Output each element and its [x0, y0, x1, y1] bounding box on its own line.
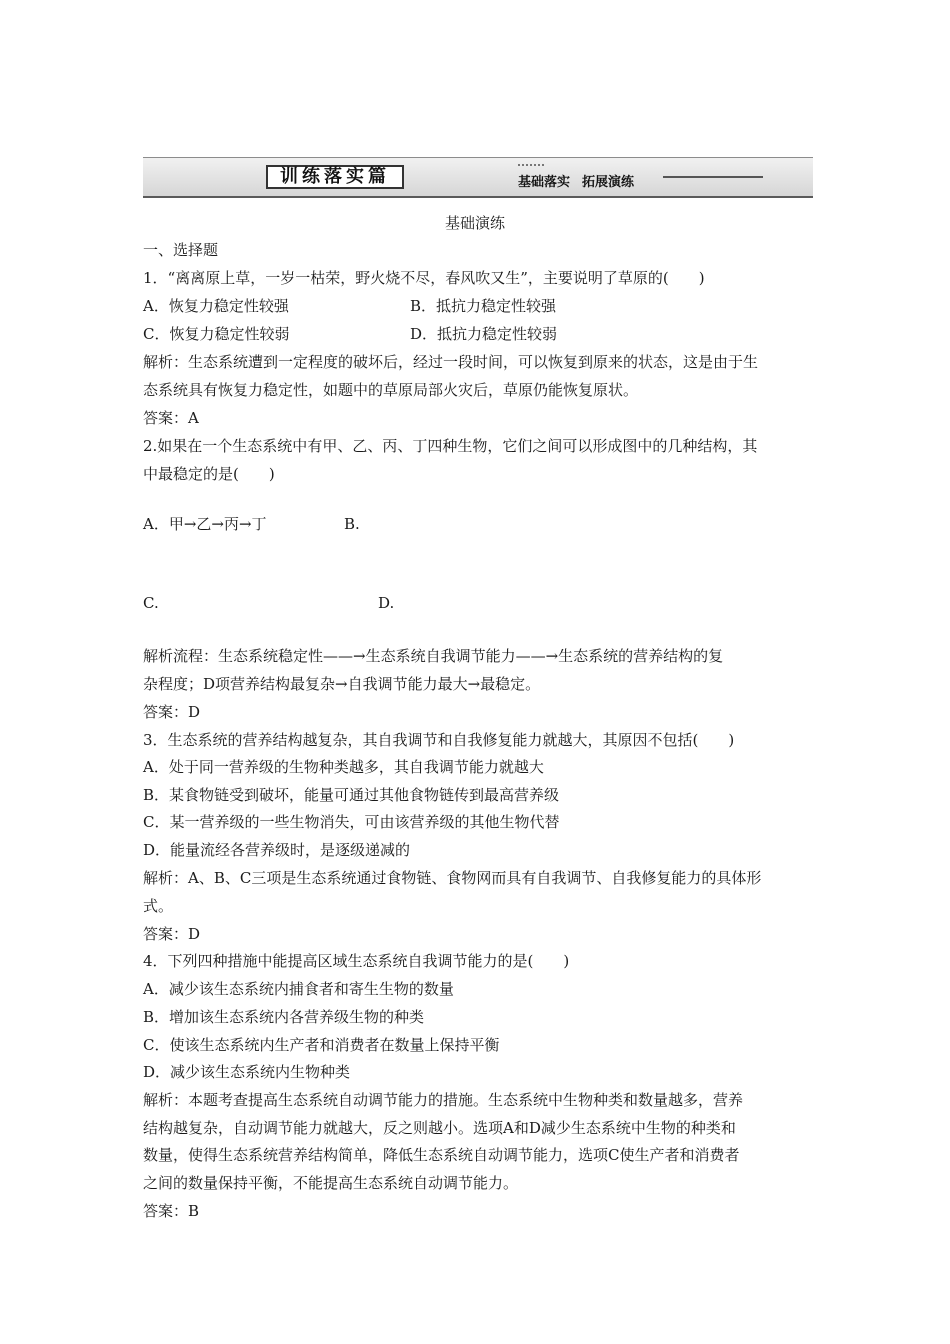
- banner-sub-right: 拓展演练: [582, 175, 635, 190]
- section-banner: [143, 157, 813, 198]
- q1-analysis-line-1: 解析：生态系统遭到一定程度的破坏后，经过一段时间，可以恢复到原来的状态，这是由于生: [143, 353, 759, 371]
- q4-analysis-line-4: 之间的数量保持平衡，不能提高生态系统自动调节能力。: [143, 1174, 519, 1192]
- q1-option-a: A．恢复力稳定性较强: [143, 297, 289, 315]
- q4-option-a: A．减少该生态系统内捕食者和寄生生物的数量: [143, 980, 454, 998]
- banner-dots-decoration: [518, 164, 544, 168]
- q3-option-d: D．能量流经各营养级时，是逐级递减的: [143, 841, 411, 859]
- q3-analysis-line-1: 解析：A、B、C三项是生态系统通过食物链、食物网而具有自我调节、自我修复能力的具体形: [143, 869, 762, 887]
- q4-analysis-line-1: 解析：本题考查提高生态系统自动调节能力的措施。生态系统中生物种类和数量越多，营养: [143, 1091, 744, 1109]
- q3-answer: 答案：D: [143, 925, 201, 943]
- q2-option-c: C.: [143, 594, 159, 612]
- q2-option-b: B.: [344, 515, 360, 533]
- q4-analysis-line-2: 结构越复杂，自动调节能力就越大，反之则越小。选项A和D减少生态系统中生物的种类和: [143, 1119, 736, 1137]
- q3-analysis-line-2: 式。: [143, 897, 174, 915]
- q3-stem: 3．生态系统的营养结构越复杂，其自我调节和自我修复能力就越大，其原因不包括( ): [143, 731, 735, 749]
- q2-stem-line-1: 2.如果在一个生态系统中有甲、乙、丙、丁四种生物，它们之间可以形成图中的几种结构，其: [143, 437, 758, 455]
- q3-option-a: A．处于同一营养级的生物种类越多，其自我调节能力就越大: [143, 758, 544, 776]
- q2-options-row-2: [143, 593, 813, 613]
- q2-analysis-line-1: 解析流程：生态系统稳定性——→生态系统自我调节能力——→生态系统的营养结构的复: [143, 647, 724, 665]
- banner-subtitle: [518, 171, 634, 190]
- banner-label: 训练落实篇: [266, 165, 404, 189]
- q2-options-row-1: [143, 514, 813, 534]
- q2-answer: 答案：D: [143, 703, 201, 721]
- q4-analysis-line-3: 数量，使得生态系统营养结构简单，降低生态系统自动调节能力，选项C使生产者和消费者: [143, 1146, 740, 1164]
- q1-option-b: B．抵抗力稳定性较强: [410, 297, 557, 315]
- q1-stem: 1．“离离原上草，一岁一枯荣，野火烧不尽，春风吹又生”，主要说明了草原的( ): [143, 269, 705, 287]
- section-title: 基础演练: [444, 214, 505, 232]
- q2-analysis-line-2: 杂程度；D项营养结构最复杂→自我调节能力最大→最稳定。: [143, 675, 541, 693]
- q2-option-d: D.: [378, 594, 395, 612]
- banner-sub-left: 基础落实: [518, 175, 571, 190]
- q3-option-c: C．某一营养级的一些生物消失，可由该营养级的其他生物代替: [143, 813, 560, 831]
- q1-option-d: D．抵抗力稳定性较弱: [410, 325, 558, 343]
- q2-option-a: A．甲→乙→丙→丁: [143, 515, 267, 533]
- q1-options-row-2: [143, 324, 813, 344]
- q4-option-d: D．减少该生态系统内生物种类: [143, 1063, 351, 1081]
- q2-stem-line-2: 中最稳定的是( ): [143, 465, 275, 483]
- banner-underline-decoration: [663, 176, 763, 178]
- q1-option-c: C．恢复力稳定性较弱: [143, 325, 290, 343]
- q1-analysis-line-2: 态系统具有恢复力稳定性，如题中的草原局部火灾后，草原仍能恢复原状。: [143, 381, 639, 399]
- q1-answer: 答案：A: [143, 409, 199, 427]
- q1-options-row-1: [143, 296, 813, 316]
- part-heading: 一、选择题: [143, 241, 219, 259]
- q3-option-b: B．某食物链受到破坏，能量可通过其他食物链传到最高营养级: [143, 786, 560, 804]
- q4-stem: 4．下列四种措施中能提高区域生态系统自我调节能力的是( ): [143, 952, 570, 970]
- q4-answer: 答案：B: [143, 1202, 200, 1220]
- q4-option-b: B．增加该生态系统内各营养级生物的种类: [143, 1008, 425, 1026]
- q4-option-c: C．使该生态系统内生产者和消费者在数量上保持平衡: [143, 1036, 500, 1054]
